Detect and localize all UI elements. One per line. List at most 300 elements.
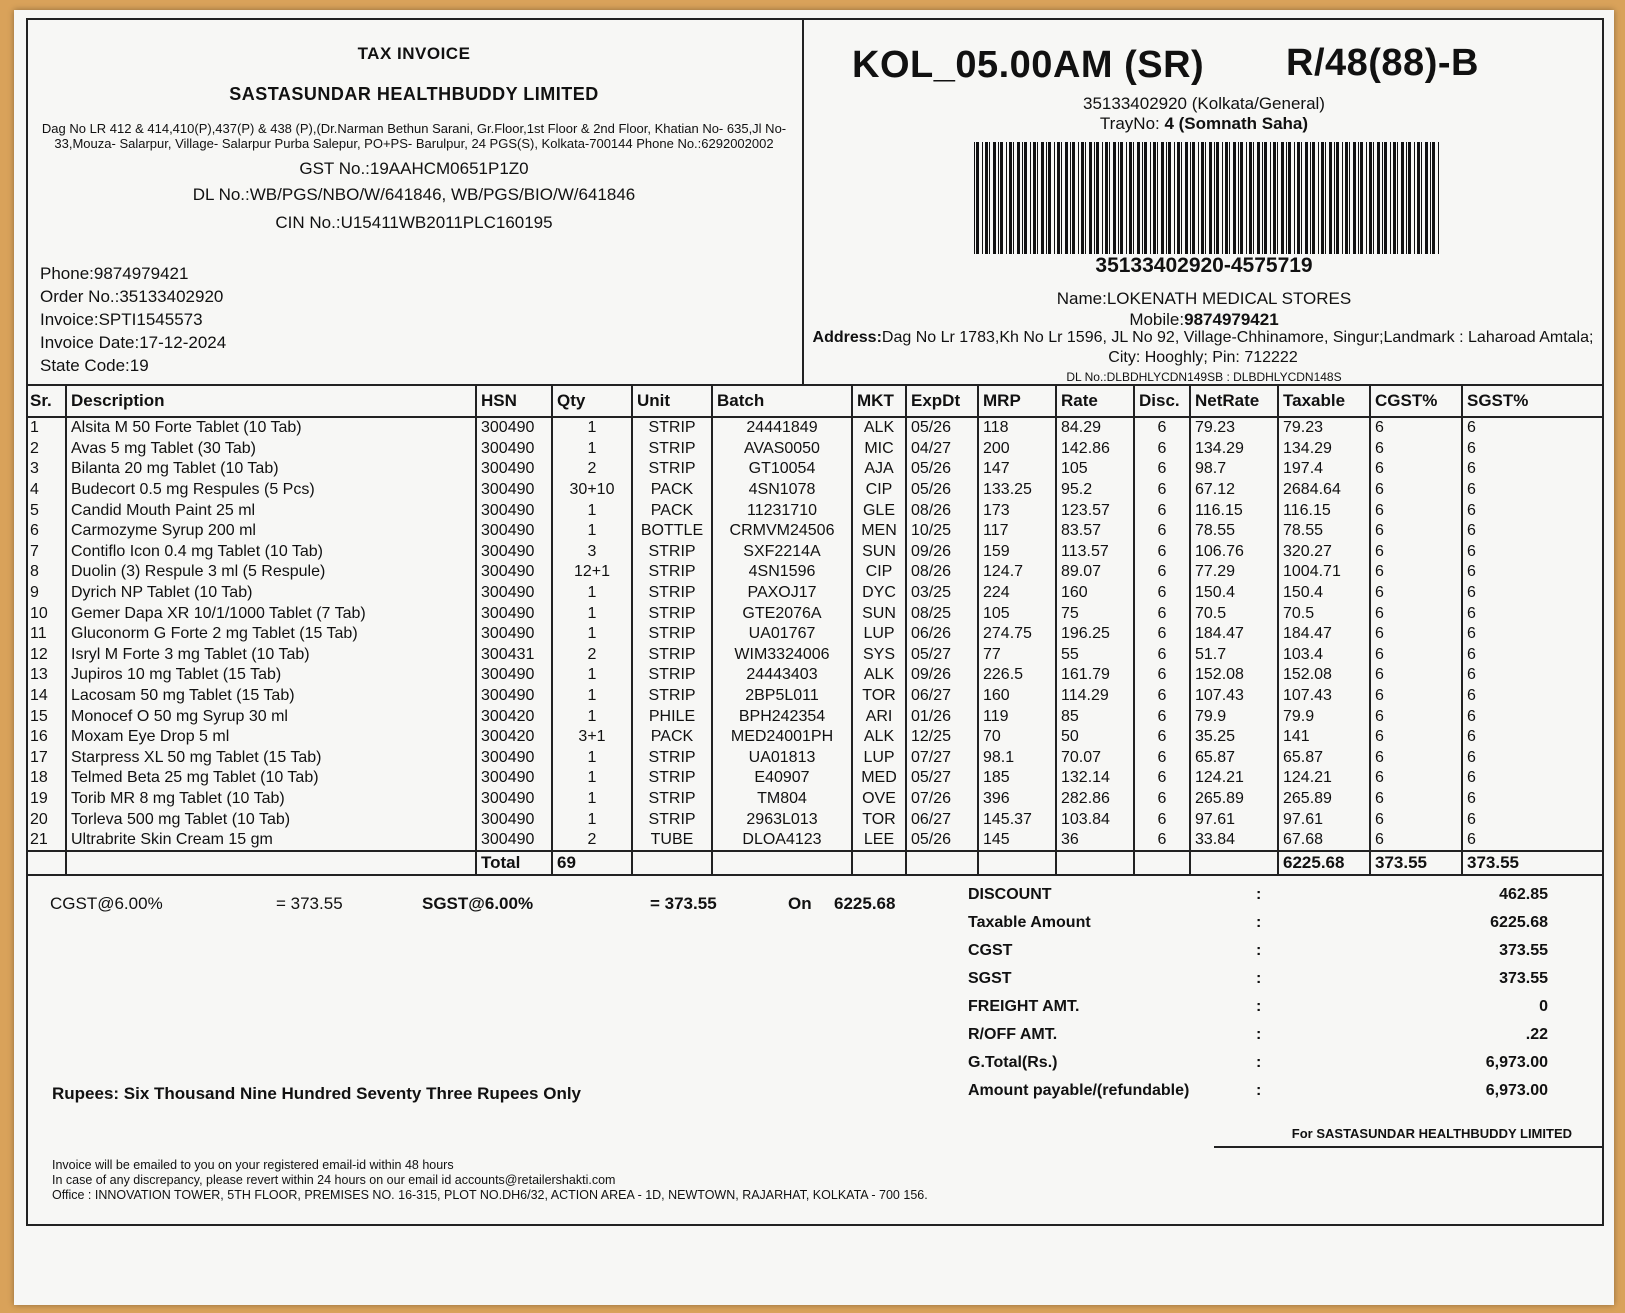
barcode-bar	[1425, 142, 1428, 254]
table-cell: E40907	[712, 768, 852, 789]
table-cell: 3	[30, 460, 39, 478]
barcode-bar	[1006, 142, 1007, 254]
table-cell: Lacosam 50 mg Tablet (15 Tab)	[66, 686, 476, 707]
barcode-bar	[1310, 142, 1311, 254]
table-row	[26, 459, 1604, 480]
table-cell: 1	[552, 665, 632, 686]
table-cell: Torib MR 8 mg Tablet (10 Tab)	[66, 789, 476, 810]
barcode-bar	[1190, 142, 1191, 254]
barcode-bar	[1305, 142, 1308, 254]
amount-in-words: Rupees: Six Thousand Nine Hundred Seventy Three Rupees Only	[52, 1084, 582, 1103]
barcode-bar	[1281, 142, 1284, 254]
table-cell: 18	[30, 769, 48, 787]
table-cell: 6	[1134, 706, 1190, 727]
table-cell: 1	[552, 417, 632, 439]
barcode-bar	[1288, 142, 1291, 254]
table-cell: 09/26	[906, 542, 978, 563]
table-cell: BOTTLE	[632, 521, 712, 542]
table-cell: SXF2214A	[712, 542, 852, 563]
barcode-text: 35133402920-4575719	[1095, 254, 1313, 277]
table-cell: 05/26	[906, 459, 978, 480]
barcode-bar	[1358, 142, 1359, 254]
table-cell: 124.21	[1190, 768, 1278, 789]
barcode-bar	[1009, 142, 1012, 254]
column-header: HSN	[476, 386, 552, 417]
barcode-bar	[993, 142, 996, 254]
table-cell: STRIP	[632, 624, 712, 645]
table-cell: 300490	[476, 789, 552, 810]
table-cell: 6	[1462, 665, 1604, 686]
customer-name: Name:LOKENATH MEDICAL STORES	[1056, 289, 1352, 308]
table-cell: 6	[1370, 459, 1462, 480]
table-cell: Avas 5 mg Tablet (30 Tab)	[66, 439, 476, 460]
barcode-bar	[1377, 142, 1380, 254]
column-header: SGST%	[1462, 386, 1604, 417]
table-cell: STRIP	[632, 789, 712, 810]
table-cell: 282.86	[1056, 789, 1134, 810]
table-cell: 114.29	[1056, 686, 1134, 707]
table-cell: MEN	[852, 521, 906, 542]
table-cell: 67.12	[1190, 480, 1278, 501]
summary-block	[968, 886, 1548, 1110]
barcode-bar	[1041, 142, 1044, 254]
table-cell: 106.76	[1190, 542, 1278, 563]
table-cell: 6	[1370, 417, 1462, 439]
column-header: Taxable	[1278, 386, 1370, 417]
barcode-bar	[1334, 142, 1335, 254]
address-label: Address:	[812, 329, 882, 346]
barcode-bar	[1417, 142, 1420, 254]
table-cell: 6	[1370, 830, 1462, 852]
table-cell: 107.43	[1190, 686, 1278, 707]
invoice-number: Invoice:SPTI1545573	[40, 310, 203, 329]
barcode-bar	[1161, 142, 1164, 254]
table-cell: Isryl M Forte 3 mg Tablet (10 Tab)	[66, 645, 476, 666]
table-cell: 103.84	[1056, 809, 1134, 830]
table-cell: 6	[1134, 727, 1190, 748]
barcode-bar	[1321, 142, 1324, 254]
table-row	[26, 748, 1604, 769]
barcode-bar	[1401, 142, 1404, 254]
table-cell: 1	[552, 624, 632, 645]
barcode-bar	[1397, 142, 1398, 254]
summary-colon: :	[1256, 1082, 1262, 1099]
total-cell: 373.55	[1462, 851, 1604, 875]
table-row	[26, 542, 1604, 563]
barcode-bar	[1384, 142, 1387, 254]
summary-label: Taxable Amount	[968, 914, 1091, 931]
table-cell: 6	[1462, 521, 1604, 542]
table-cell: 1	[552, 500, 632, 521]
table-cell: 2	[552, 645, 632, 666]
barcode-bar	[1393, 142, 1396, 254]
table-cell: 300490	[476, 480, 552, 501]
table-cell: 70.5	[1190, 603, 1278, 624]
barcode-bar	[1105, 142, 1108, 254]
total-cell	[1056, 851, 1134, 875]
table-cell: CIP	[852, 562, 906, 583]
table-cell: 6	[1370, 624, 1462, 645]
table-cell: 30+10	[552, 480, 632, 501]
footer-line: In case of any discrepancy, please revert within 24 hours on our email id accounts@retailershakti.com	[52, 1173, 616, 1187]
table-cell: 6	[1134, 809, 1190, 830]
barcode-bar	[1085, 142, 1086, 254]
barcode-bar	[1408, 142, 1411, 254]
table-cell: CIP	[852, 480, 906, 501]
barcode-bar	[1118, 142, 1119, 254]
barcode-bar	[1061, 142, 1062, 254]
tray-value: 4 (Somnath Saha)	[1164, 114, 1309, 133]
table-cell: Starpress XL 50 mg Tablet (15 Tab)	[66, 748, 476, 769]
barcode-bar	[985, 142, 988, 254]
barcode-bar	[1048, 142, 1051, 254]
table-cell: 300490	[476, 603, 552, 624]
table-cell: 6	[1370, 583, 1462, 604]
table-row	[26, 521, 1604, 542]
barcode-bar	[1225, 142, 1228, 254]
summary-label: SGST	[968, 970, 1012, 987]
footer-notes	[52, 1158, 928, 1203]
barcode-bar	[1096, 142, 1099, 254]
summary-label: DISCOUNT	[968, 886, 1052, 903]
table-cell: 6	[1462, 542, 1604, 563]
total-cell	[1134, 851, 1190, 875]
table-cell: 226.5	[978, 665, 1056, 686]
table-cell: 3+1	[552, 727, 632, 748]
barcode-bar	[1198, 142, 1199, 254]
table-cell: PHILE	[632, 706, 712, 727]
table-cell: 6	[1370, 809, 1462, 830]
column-header: Unit	[632, 386, 712, 417]
table-row	[26, 789, 1604, 810]
table-cell: 1	[552, 809, 632, 830]
table-body	[26, 417, 1604, 875]
table-cell: 6	[1370, 748, 1462, 769]
items-table	[26, 386, 1604, 876]
table-cell: 6	[1370, 480, 1462, 501]
table-cell: 51.7	[1190, 645, 1278, 666]
table-cell: 2	[30, 439, 39, 457]
table-cell: 2963L013	[712, 809, 852, 830]
table-cell: 6	[1134, 645, 1190, 666]
barcode-bar	[1089, 142, 1092, 254]
barcode-bar	[1430, 142, 1431, 254]
barcode-icon	[974, 142, 1444, 254]
barcode-bar	[989, 142, 990, 254]
table-cell: OVE	[852, 789, 906, 810]
barcode-bar	[1024, 142, 1027, 254]
table-cell: 300420	[476, 727, 552, 748]
summary-value: 6,973.00	[1485, 1054, 1548, 1071]
table-cell: Telmed Beta 25 mg Tablet (10 Tab)	[66, 768, 476, 789]
invoice-paper	[14, 10, 1614, 1305]
table-cell: 300490	[476, 768, 552, 789]
table-cell: 1	[552, 706, 632, 727]
barcode-bar	[1137, 142, 1140, 254]
barcode-bar	[1057, 142, 1060, 254]
total-cell	[852, 851, 906, 875]
barcode-bar	[1229, 142, 1230, 254]
table-cell: 79.9	[1190, 706, 1278, 727]
table-cell: 103.4	[1278, 645, 1370, 666]
barcode-bar	[1238, 142, 1239, 254]
sgst-label: SGST@6.00%	[422, 894, 534, 913]
table-cell: 185	[978, 768, 1056, 789]
table-cell: 6	[1370, 542, 1462, 563]
summary-row	[968, 998, 1548, 1026]
table-cell: 6	[1134, 439, 1190, 460]
table-cell: MED24001PH	[712, 727, 852, 748]
barcode-bar	[1181, 142, 1182, 254]
table-cell: 11231710	[712, 500, 852, 521]
barcode-bar	[1366, 142, 1367, 254]
table-cell: WIM3324006	[712, 645, 852, 666]
table-cell: 265.89	[1278, 789, 1370, 810]
table-cell: 83.57	[1056, 521, 1134, 542]
table-cell: AJA	[852, 459, 906, 480]
table-cell: 1	[552, 768, 632, 789]
table-cell: PACK	[632, 727, 712, 748]
table-cell: 6	[1462, 830, 1604, 852]
table-cell: 150.4	[1278, 583, 1370, 604]
barcode-bar	[1301, 142, 1302, 254]
column-header: Rate	[1056, 386, 1134, 417]
table-cell: 6	[1370, 645, 1462, 666]
table-cell: 65.87	[1278, 748, 1370, 769]
barcode-bar	[1345, 142, 1348, 254]
total-cell	[906, 851, 978, 875]
table-cell: 6	[1462, 789, 1604, 810]
table-cell: GTE2076A	[712, 603, 852, 624]
table-cell: STRIP	[632, 645, 712, 666]
barcode-bar	[1037, 142, 1038, 254]
cin-number: CIN No.:U15411WB2011PLC160195	[275, 213, 553, 232]
barcode-bar	[1406, 142, 1407, 254]
company-name: SASTASUNDAR HEALTHBUDDY LIMITED	[229, 84, 599, 104]
table-cell: 2684.64	[1278, 480, 1370, 501]
table-cell: 152.08	[1278, 665, 1370, 686]
table-cell: Candid Mouth Paint 25 ml	[66, 500, 476, 521]
barcode-bar	[1312, 142, 1315, 254]
table-row	[26, 500, 1604, 521]
column-header: Qty	[552, 386, 632, 417]
barcode-bar	[1349, 142, 1350, 254]
footer-line: Office : INNOVATION TOWER, 5TH FLOOR, PREMISES NO. 16-315, PLOT NO.DH6/32, ACTION AREA - 1D, NEWTOWN, RAJARHAT, KOLKATA - 700 156.	[52, 1188, 928, 1202]
total-cell: 373.55	[1370, 851, 1462, 875]
table-cell: 8	[30, 563, 39, 581]
column-header: CGST%	[1370, 386, 1462, 417]
table-cell: 224	[978, 583, 1056, 604]
table-cell: 300490	[476, 809, 552, 830]
summary-row	[968, 1054, 1548, 1082]
barcode-bar	[1273, 142, 1276, 254]
table-cell: 6	[1462, 809, 1604, 830]
table-cell: 6	[1134, 583, 1190, 604]
table-cell: PACK	[632, 500, 712, 521]
table-cell: 65.87	[1190, 748, 1278, 769]
table-cell: 300490	[476, 686, 552, 707]
table-cell: 21	[30, 831, 48, 849]
table-cell: 117	[978, 521, 1056, 542]
table-cell: 11	[30, 625, 47, 643]
table-cell: 1	[552, 686, 632, 707]
mobile-label: Mobile:	[1129, 310, 1185, 329]
table-cell: 50	[1056, 727, 1134, 748]
summary-row	[968, 886, 1548, 914]
barcode-bar	[1153, 142, 1156, 254]
on-value: 6225.68	[834, 894, 896, 913]
table-cell: 105	[1056, 459, 1134, 480]
table-cell: 6	[1134, 748, 1190, 769]
table-cell: 274.75	[978, 624, 1056, 645]
table-cell: 6	[1462, 706, 1604, 727]
table-cell: PAXOJ17	[712, 583, 852, 604]
barcode-bar	[1318, 142, 1319, 254]
table-cell: 142.86	[1056, 439, 1134, 460]
table-cell: 160	[1056, 583, 1134, 604]
barcode-bar	[976, 142, 979, 254]
summary-label: Amount payable/(refundable)	[968, 1082, 1190, 1099]
barcode-bar	[1297, 142, 1300, 254]
barcode-bar	[1240, 142, 1243, 254]
barcode-bar	[1222, 142, 1223, 254]
table-cell: 78.55	[1190, 521, 1278, 542]
table-row	[26, 624, 1604, 645]
customer-address	[808, 328, 1598, 368]
barcode-bar	[1102, 142, 1103, 254]
table-cell: 16	[30, 728, 48, 746]
table-cell: DLOA4123	[712, 830, 852, 852]
table-cell: 08/26	[906, 500, 978, 521]
table-cell: 07/26	[906, 789, 978, 810]
table-cell: 1	[552, 583, 632, 604]
table-cell: 300490	[476, 521, 552, 542]
barcode-bar	[998, 142, 999, 254]
dl-number: DL No.:WB/PGS/NBO/W/641846, WB/PGS/BIO/W/641846	[192, 185, 636, 204]
barcode-bar	[1157, 142, 1158, 254]
table-cell: 6	[1462, 727, 1604, 748]
table-cell: TOR	[852, 809, 906, 830]
invoice-date: Invoice Date:17-12-2024	[40, 333, 227, 352]
table-cell: 77.29	[1190, 562, 1278, 583]
barcode-bar	[1342, 142, 1343, 254]
table-cell: 300490	[476, 542, 552, 563]
table-cell: 6	[1462, 645, 1604, 666]
barcode-bar	[1166, 142, 1167, 254]
barcode-bar	[1253, 142, 1254, 254]
table-cell: 33.84	[1190, 830, 1278, 852]
table-cell: Bilanta 20 mg Tablet (10 Tab)	[66, 459, 476, 480]
table-cell: 05/27	[906, 768, 978, 789]
table-cell: 7	[30, 542, 39, 560]
table-cell: TUBE	[632, 830, 712, 852]
table-cell: 6	[1134, 686, 1190, 707]
column-header: Disc.	[1134, 386, 1190, 417]
table-cell: STRIP	[632, 542, 712, 563]
table-cell: 6	[1462, 439, 1604, 460]
table-cell: Contiflo Icon 0.4 mg Tablet (10 Tab)	[66, 542, 476, 563]
table-row	[26, 665, 1604, 686]
table-cell: 396	[978, 789, 1056, 810]
table-row	[26, 727, 1604, 748]
table-cell: 197.4	[1278, 459, 1370, 480]
barcode-bar	[1382, 142, 1383, 254]
barcode-bar	[1438, 142, 1439, 254]
table-cell: 17	[30, 748, 48, 766]
table-cell: 24441849	[712, 417, 852, 439]
summary-colon: :	[1256, 998, 1262, 1015]
table-cell: 300431	[476, 645, 552, 666]
barcode-bar	[1065, 142, 1068, 254]
table-cell: 03/25	[906, 583, 978, 604]
table-cell: 300490	[476, 830, 552, 852]
table-cell: 05/26	[906, 830, 978, 852]
table-cell: 4SN1078	[712, 480, 852, 501]
table-cell: 05/27	[906, 645, 978, 666]
table-cell: 145	[978, 830, 1056, 852]
table-cell: 2	[552, 459, 632, 480]
table-header-row	[26, 386, 1604, 417]
table-cell: 150.4	[1190, 583, 1278, 604]
barcode-bar	[1421, 142, 1422, 254]
table-cell: 36	[1056, 830, 1134, 852]
table-cell: 6	[1134, 665, 1190, 686]
summary-label: CGST	[968, 942, 1013, 959]
table-row	[26, 768, 1604, 789]
table-cell: 147	[978, 459, 1056, 480]
sgst-value: = 373.55	[650, 894, 717, 913]
table-cell: 6	[1134, 624, 1190, 645]
table-cell: Duolin (3) Respule 3 ml (5 Respule)	[66, 562, 476, 583]
barcode-bar	[1286, 142, 1287, 254]
total-cell	[1190, 851, 1278, 875]
total-cell: Total	[476, 851, 552, 875]
table-cell: STRIP	[632, 809, 712, 830]
table-cell: ALK	[852, 727, 906, 748]
table-cell: 6	[1134, 603, 1190, 624]
barcode-bar	[1129, 142, 1132, 254]
table-cell: 119	[978, 706, 1056, 727]
barcode-bar	[1360, 142, 1363, 254]
barcode-bar	[1214, 142, 1215, 254]
barcode-bar	[1046, 142, 1047, 254]
barcode-bar	[1000, 142, 1003, 254]
table-cell: 6	[1134, 480, 1190, 501]
table-cell: 6	[1134, 830, 1190, 852]
table-cell: 12	[30, 645, 48, 663]
table-cell: 84.29	[1056, 417, 1134, 439]
table-cell: 55	[1056, 645, 1134, 666]
summary-colon: :	[1256, 942, 1262, 959]
customer-info	[804, 288, 1604, 330]
table-cell: 07/27	[906, 748, 978, 769]
barcode-bar	[1072, 142, 1075, 254]
total-cell	[978, 851, 1056, 875]
table-cell: 184.47	[1190, 624, 1278, 645]
table-cell: 14	[30, 687, 48, 705]
table-cell: 6	[1370, 562, 1462, 583]
table-cell: 6	[1462, 583, 1604, 604]
table-cell: STRIP	[632, 768, 712, 789]
table-cell: 6	[1370, 665, 1462, 686]
summary-value: 6225.68	[1490, 914, 1548, 931]
table-cell: 116.15	[1278, 500, 1370, 521]
table-cell: MED	[852, 768, 906, 789]
table-cell: 1	[552, 789, 632, 810]
table-cell: 6	[1462, 748, 1604, 769]
table-cell: 79.23	[1278, 417, 1370, 439]
table-cell: MIC	[852, 439, 906, 460]
